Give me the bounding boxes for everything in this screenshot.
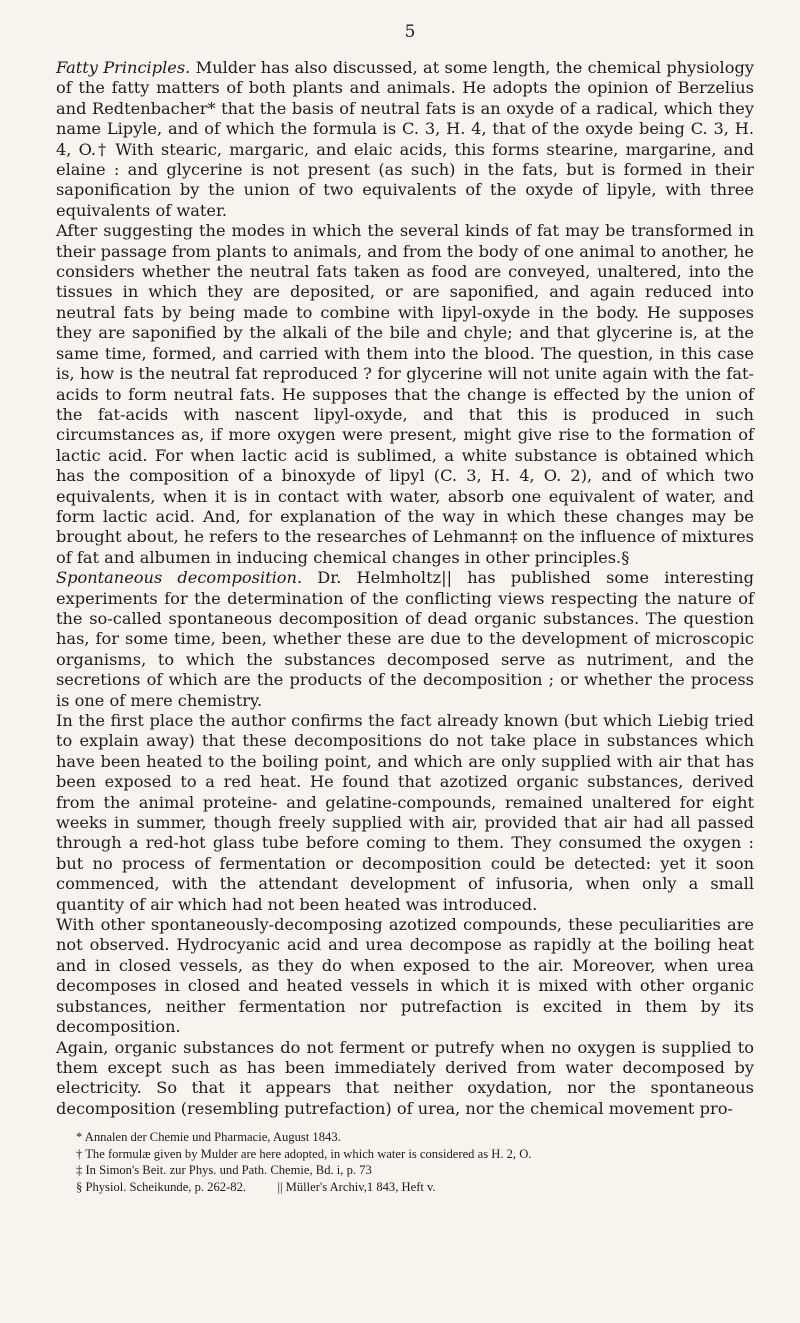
- footnotes: [56, 1129, 754, 1195]
- paragraph-text: Again, organic substances do not ferment or putrefy when no oxygen is supplied to them except such as has been immediately derived from water decomposed by electricity. So that it appears that neither oxydation, nor the spontaneous decomposition (resembling putrefaction) of urea, nor the chemical movement pro-: [56, 1037, 754, 1118]
- paragraph-spontaneous-decomposition: [56, 568, 754, 711]
- paragraph-other-compounds: [56, 915, 754, 1037]
- book-page: [56, 22, 754, 1196]
- paragraph-lead: Fatty Principles.: [56, 58, 191, 77]
- paragraph-text: In the first place the author confirms the fact already known (but which Liebig tried to explain away) that these decompositions do not take place in substances which have been heated to the boiling point, and which are only supplied with air that has been exposed to a red heat. He found that azotized organic substances, derived from the animal proteine- and gelatine-compounds, remained unaltered for eight weeks in summer, though freely supplied with air, provided that air had all passed through a red-hot glass tube before coming to them. They consumed the oxygen : but no process of fermentation or decomposition could be detected: yet it soon commenced, with the attendant development of infusoria, when only a small quantity of air which had not been heated was introduced.: [56, 711, 754, 914]
- paragraph-fatty-principles: [56, 58, 754, 221]
- paragraph-text: Dr. Helmholtz|| has published some interesting experiments for the determination of the conflicting views respecting the nature of the so-called spontaneous decomposition of dead organic substances. The question has, for some time, been, whether these are due to the development of microscopic organisms, to which the substances decomposed serve as nutriment, and the secretions of which are the products of the decomposition ; or whether the process is one of mere chemistry.: [56, 568, 754, 710]
- paragraph-fat-transformation: [56, 221, 754, 568]
- footnote: † The formulæ given by Mulder are here adopted, in which water is considered as H. 2, O.: [76, 1146, 532, 1161]
- paragraph-lead: Spontaneous decomposition.: [56, 568, 303, 588]
- footnote: * Annalen der Chemie und Pharmacie, August 1843.: [76, 1130, 341, 1145]
- paragraph-text: After suggesting the modes in which the several kinds of fat may be transformed in their passage from plants to animals, and from the body of one animal to another, he considers whether the neutral fats taken as food are conveyed, unaltered, into the tissues in which they are deposited, or are saponified, and again reduced into neutral fats by being made to combine with lipyl-oxyde in the body. He supposes they are saponified by the alkali of the bile and chyle; and that glycerine is, at the same time, formed, and carried with them into the blood. The question, in this case is, how is the neutral fat reproduced ? for glycerine will not unite again with the fat-acids to form neutral fats. He supposes that the change is effected by the union of the fat-acids with nascent lipyl-oxyde, and that this is produced in such circumstances as, if more oxygen were present, might give rise to the formation of lactic acid. For when lactic acid is sublimed, a white substance is obtained which has the composition of a binoxyde of lipyl (C. 3, H. 4, O. 2), and of which two equivalents, when it is in contact with water, absorb one equivalent of water, and form lactic acid. And, for explanation of the way in which these changes may be brought about, he refers to the researches of Lehmann‡ on the influence of mixtures of fat and albumen in inducing chemical changes in other principles.§: [56, 221, 754, 567]
- page-number: 5: [404, 22, 416, 42]
- paragraph-text: With other spontaneously-decomposing azotized compounds, these peculiarities are not observed. Hydrocyanic acid and urea decompose as rapidly at the boiling heat and in closed vessels, as they do when exposed to the air. Moreover, when urea decomposes in closed and heated vessels in which it is mixed with other organic substances, neither fermentation nor putrefaction is excited in them by its decomposition.: [56, 915, 754, 1037]
- footnote: ‡ In Simon's Beit. zur Phys. und Path. Chemie, Bd. i, p. 73: [76, 1163, 372, 1178]
- paragraph-author-confirms: [56, 711, 754, 915]
- footnote: § Physiol. Scheikunde, p. 262-82. || Müller's Archiv,1 843, Heft v.: [76, 1179, 436, 1194]
- paragraph-electricity: [56, 1038, 754, 1120]
- paragraph-text: Mulder has also discussed, at some length, the chemical physiology of the fatty matters of both plants and animals. He adopts the opinion of Berzelius and Redtenbacher* that the basis of neutral fats is an oxyde of a radical, which they name Lipyle, and of which the formula is C. 3, H. 4, that of the oxyde being C. 3, H. 4, O.† With stearic, margaric, and elaic acids, this forms stearine, margarine, and elaine : and glycerine is not present (as such) in the fats, but is formed in their saponification by the union of two equivalents of the oxyde of lipyle, with three equivalents of water.: [56, 58, 754, 220]
